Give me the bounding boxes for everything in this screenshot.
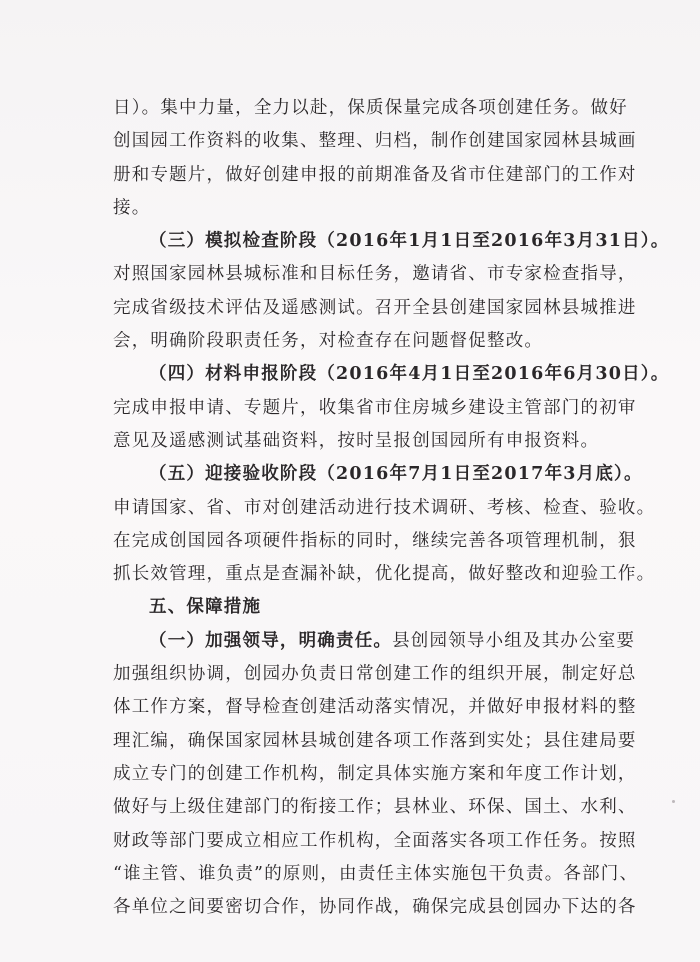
text-line: 创国园工作资料的收集、整理、归档，制作创建国家园林县城画 xyxy=(113,131,637,152)
text-line: “谁主管、谁负责”的原则，由责任主体实施包干负责。各部门、 xyxy=(113,863,639,884)
text-line: 财政等部门要成立相应工作机构，全面落实各项工作任务。按照 xyxy=(113,830,637,851)
text-line: 体工作方案，督导检查创建活动落实情况，并做好申报材料的整 xyxy=(113,697,637,718)
paragraph-leadin: （一）加强领导，明确责任。县创园领导小组及其办公室要 xyxy=(149,630,636,651)
text-line: 在完成创国园各项硬件指标的同时，继续完善各项管理机制，狠 xyxy=(113,530,637,551)
chapter-heading-safeguards: 五、保障措施 xyxy=(149,597,262,618)
subheading-leadership: （一）加强领导，明确责任。 xyxy=(149,630,393,651)
section-heading-four: （四）材料申报阶段（2016年4月1日至2016年6月30日）。 xyxy=(149,364,670,385)
text-line: 日）。集中力量，全力以赴，保质保量完成各项创建任务。做好 xyxy=(113,98,628,118)
text-line: 完成申报申请、专题片，收集省市住房城乡建设主管部门的初审 xyxy=(113,397,637,418)
text-line: 接。 xyxy=(113,197,151,218)
text-line: 申请国家、省、市对创建活动进行技术调研、考核、检查、验收。 xyxy=(113,497,656,518)
text-line: 会，明确阶段职责任务，对检查存在问题督促整改。 xyxy=(113,331,544,352)
text-line: 完成省级技术评估及遥感测试。召开全县创建国家园林县城推进 xyxy=(113,297,637,318)
text-line: 成立专门的创建工作机构，制定具体实施方案和年度工作计划， xyxy=(113,763,637,784)
section-heading-three: （三）模拟检查阶段（2016年1月1日至2016年3月31日）。 xyxy=(149,231,670,252)
text-line: 做好与上级住建部门的衔接工作；县林业、环保、国土、水利、 xyxy=(113,797,637,818)
text-line: 各单位之间要密切合作，协同作战，确保完成县创园办下达的各 xyxy=(113,897,637,918)
text-line: 加强组织协调，创园办负责日常创建工作的组织开展，制定好总 xyxy=(113,664,637,685)
text-line: 册和专题片，做好创建申报的前期准备及省市住建部门的工作对 xyxy=(113,164,637,185)
section-heading-five: （五）迎接验收阶段（2016年7月1日至2017年3月底）。 xyxy=(149,464,643,485)
text-line: 抓长效管理，重点是查漏补缺，优化提高，做好整改和迎验工作。 xyxy=(113,564,656,585)
text-line: 对照国家园林县城标准和目标任务，邀请省、市专家检查指导， xyxy=(113,264,637,285)
text-line: 理汇编，确保国家园林县城创建各项工作落到实处；县住建局要 xyxy=(113,730,637,751)
text-line: 意见及遥感测试基础资料，按时呈报创国园所有申报资料。 xyxy=(113,430,600,451)
scan-speck xyxy=(672,800,675,803)
document-body xyxy=(113,92,670,924)
